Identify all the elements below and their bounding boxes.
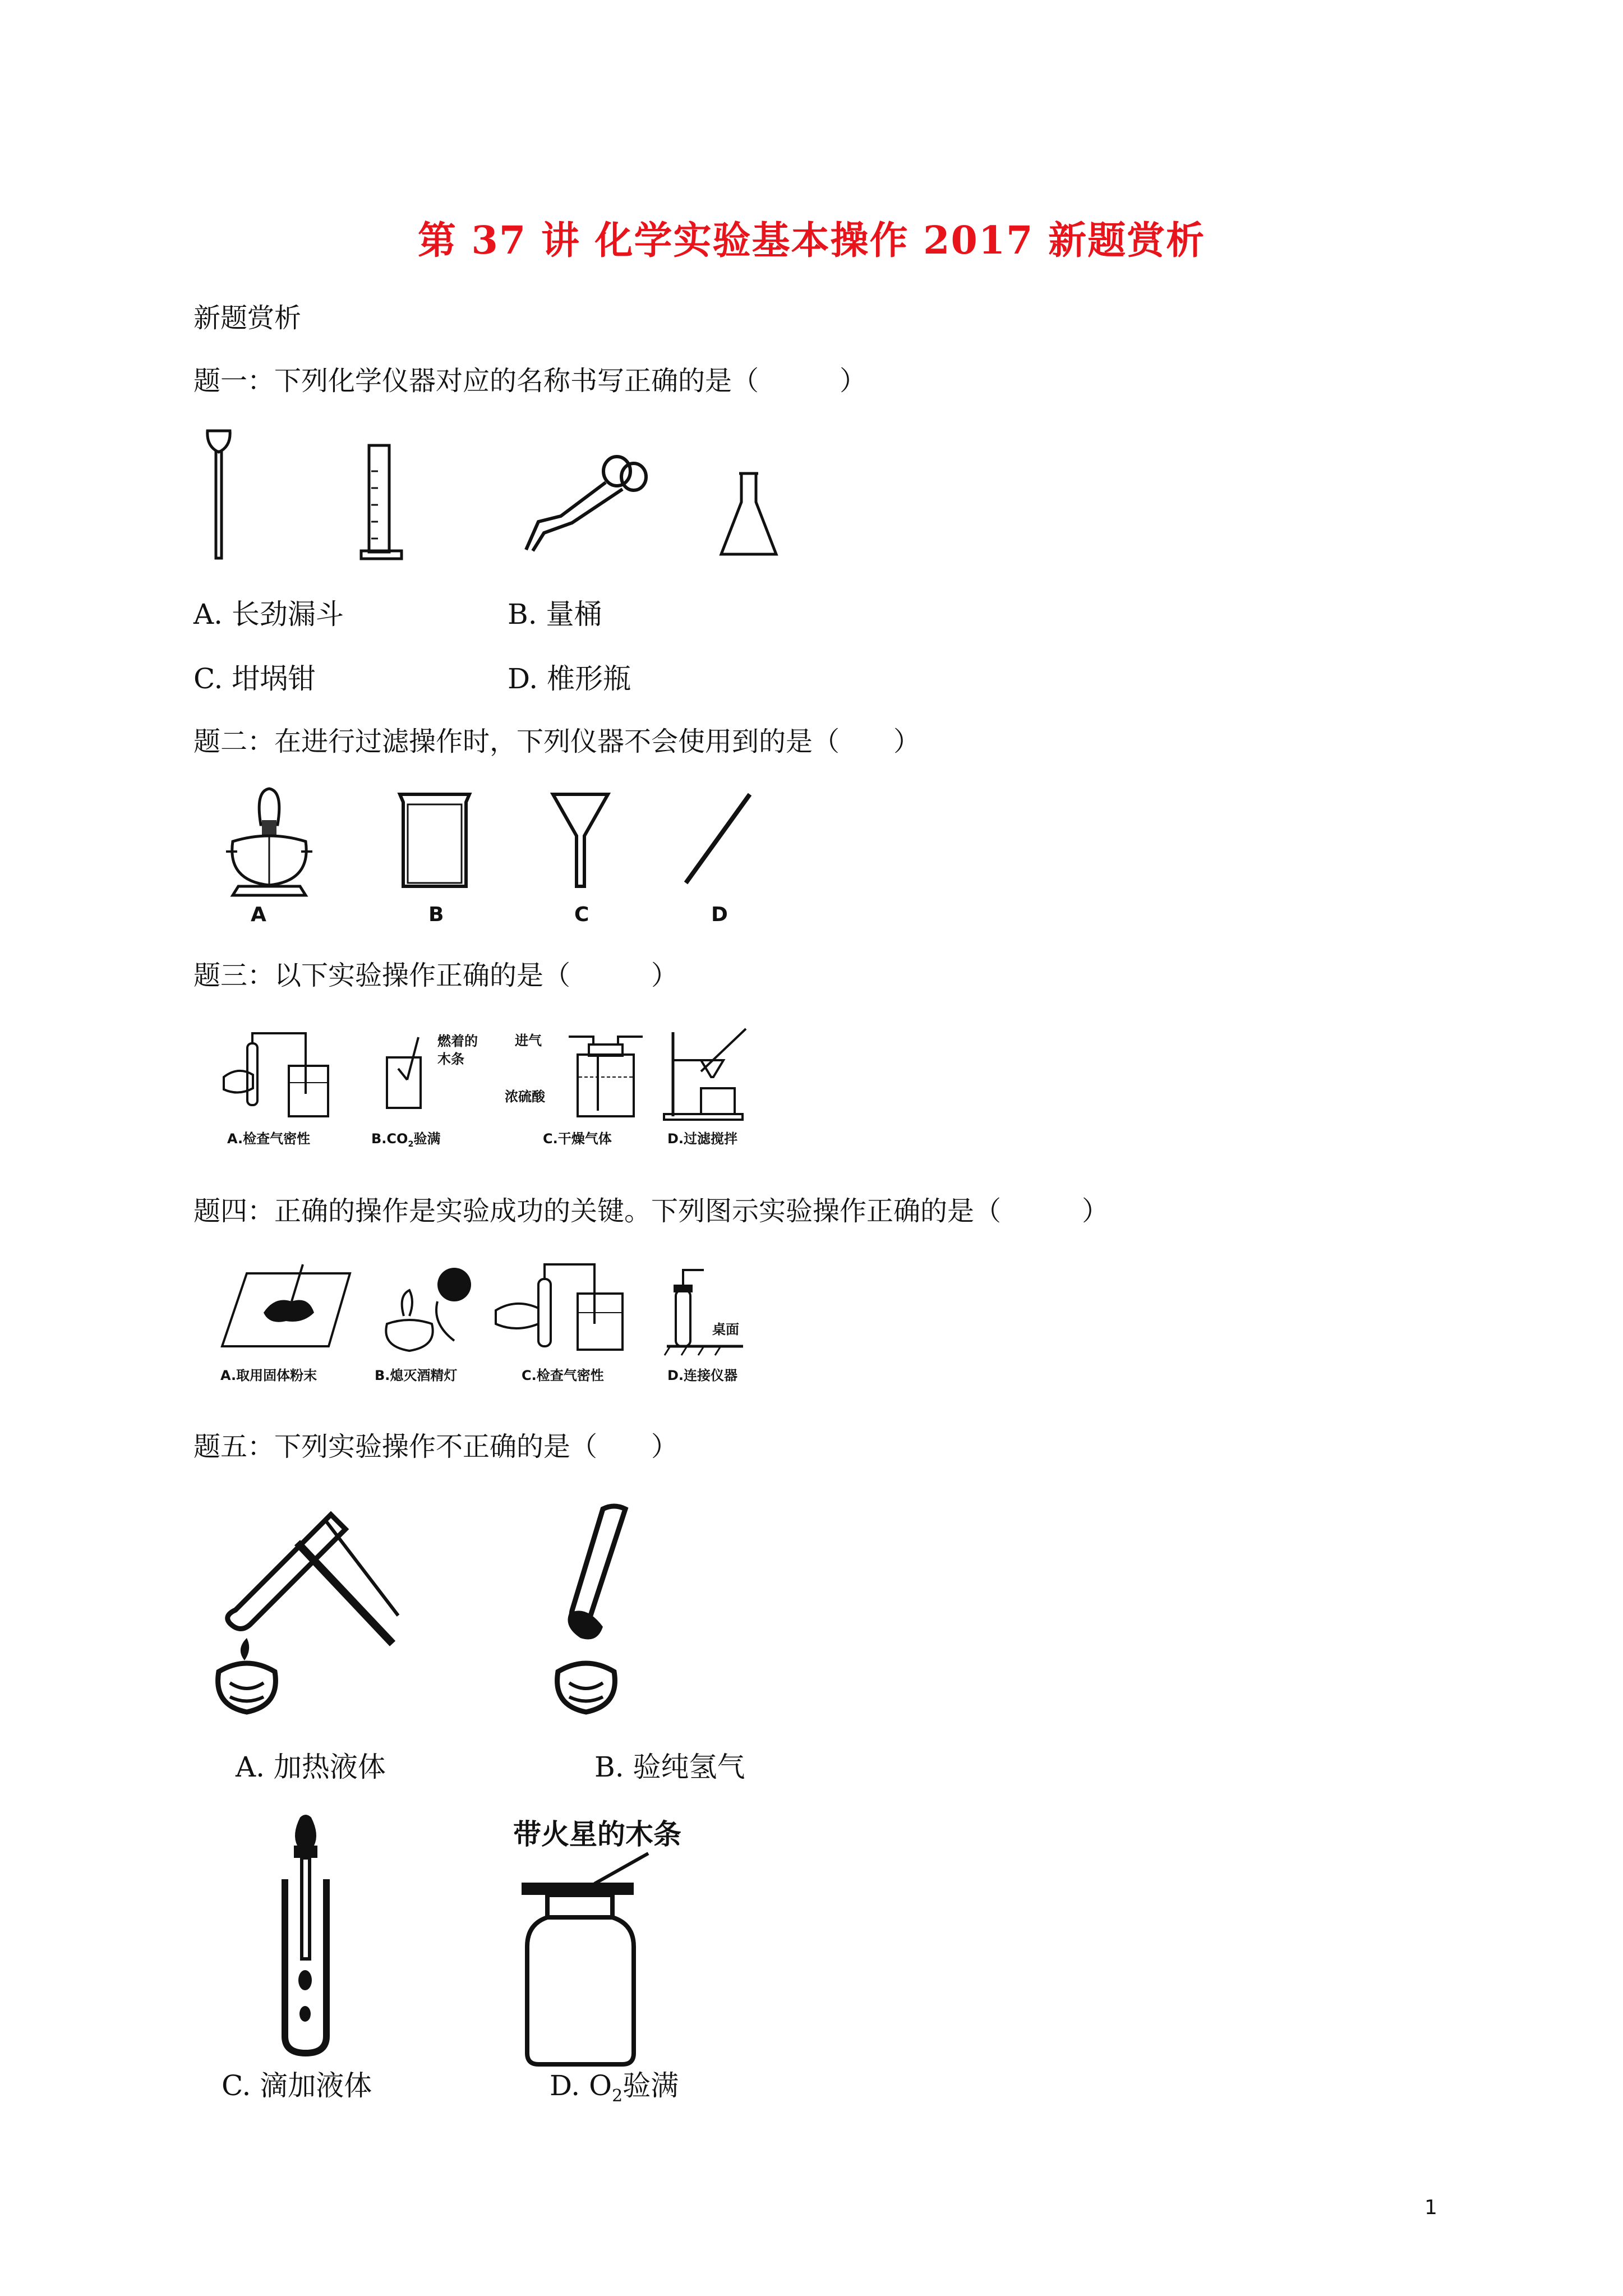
q3-burning-stick-label [437, 1032, 478, 1068]
q2-stem: 题二：在进行过滤操作时，下列仪器不会使用到的是（ ） [193, 726, 921, 757]
q5-option-d-subscript: 2 [612, 2086, 623, 2106]
q2-label-d: D [711, 903, 728, 926]
q1-option-d: D. 椎形瓶 [508, 662, 631, 695]
crucible-tongs-figure [516, 449, 651, 555]
q3-caption-b-suffix: 验满 [413, 1131, 441, 1147]
q4-stem: 题四：正确的操作是实验成功的关键。下列图示实验操作正确的是（ ） [193, 1195, 1109, 1227]
conical-flask-figure [718, 471, 780, 561]
q2-label-c: C [574, 903, 589, 926]
page-number: 1 [1424, 2196, 1437, 2219]
q2-label-a: A [251, 903, 266, 926]
q5-stem: 题五：下列实验操作不正确的是（ ） [193, 1431, 679, 1462]
document-title: 第 37 讲 化学实验基本操作 2017 新题赏析 [417, 218, 1206, 263]
q5-option-a: A. 加热液体 [236, 1751, 386, 1783]
q3-airtight-check-figure [222, 1027, 334, 1122]
q3-caption-b-text: B.CO [371, 1131, 408, 1147]
q5-option-b: B. 验纯氢气 [594, 1751, 745, 1783]
q3-gas-in-label: 进气 [515, 1033, 542, 1048]
graduated-cylinder-figure [359, 443, 404, 561]
q5-option-d [550, 2063, 679, 2106]
q4-caption-d: D.连接仪器 [667, 1368, 738, 1383]
q5-heating-liquid-figure [213, 1503, 415, 1717]
q5-glowing-stick-label: 带火星的木条 [513, 1818, 681, 1851]
q4-solid-powder-figure [219, 1262, 353, 1352]
alcohol-lamp-figure [222, 785, 317, 898]
beaker-figure [395, 791, 474, 892]
q4-extinguish-lamp-figure [376, 1262, 488, 1358]
q4-airtight-check-figure [494, 1257, 634, 1358]
q4-caption-a: A.取用固体粉末 [220, 1368, 317, 1383]
q4-caption-c: C.检查气密性 [522, 1368, 604, 1383]
q1-option-b: B. 量桶 [508, 598, 602, 631]
q3-co2-full-check-figure [376, 1035, 443, 1119]
q3-stem: 题三：以下实验操作正确的是（ ） [193, 960, 679, 991]
q5-hydrogen-purity-figure [552, 1503, 665, 1717]
q3-dry-gas-figure [566, 1032, 645, 1122]
q4-connect-apparatus-figure [665, 1262, 749, 1358]
q3-caption-d: D.过滤搅拌 [667, 1131, 738, 1147]
q3-caption-c: C.干燥气体 [543, 1131, 612, 1147]
q3-filter-stir-figure [662, 1027, 757, 1122]
q3-annotation-burning: 燃着的 [437, 1033, 478, 1049]
q5-option-c: C. 滴加液体 [222, 2069, 372, 2102]
q3-caption-b [371, 1128, 440, 1149]
q3-sulfuric-acid-label: 浓硫酸 [505, 1089, 545, 1105]
q4-caption-b: B.熄灭酒精灯 [375, 1368, 458, 1383]
q5-option-d-text: D. O [550, 2069, 612, 2102]
funnel-figure [550, 791, 611, 892]
glass-rod-figure [681, 791, 754, 886]
q3-annotation-stick: 木条 [437, 1051, 464, 1067]
section-heading: 新题赏析 [193, 302, 302, 334]
q3-caption-b-subscript: 2 [408, 1139, 414, 1149]
q1-option-a: A. 长劲漏斗 [193, 598, 344, 631]
q5-option-d-suffix: 验满 [623, 2069, 679, 2102]
q5-dropping-liquid-figure [269, 1812, 342, 2059]
long-neck-funnel-figure [202, 426, 236, 561]
q5-oxygen-full-check-figure [516, 1851, 662, 2070]
q1-stem: 题一：下列化学仪器对应的名称书写正确的是（ ） [193, 365, 867, 397]
q4-desk-label: 桌面 [712, 1322, 739, 1337]
q3-caption-a: A.检查气密性 [227, 1131, 311, 1147]
q1-option-c: C. 坩埚钳 [193, 662, 316, 695]
q2-label-b: B [428, 903, 444, 926]
